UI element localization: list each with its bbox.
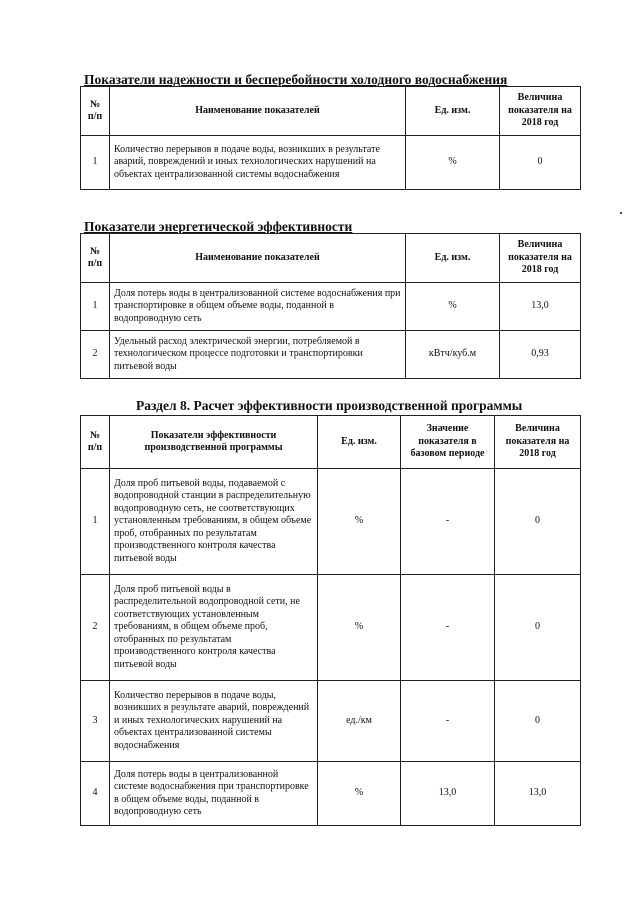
row-value: 0,93 [500, 331, 581, 379]
header-unit: Ед. изм. [406, 87, 500, 136]
header-name: Наименование показателей [110, 234, 406, 283]
row-unit: % [406, 136, 500, 190]
row-name: Доля проб питьевой воды, подаваемой с водопроводной станции в распределительную водопроводную сеть, не соответствующих установленным требованиям, в общем объеме проб, отобранных по результатам производственного контроля качества питьевой воды [110, 469, 318, 575]
row-num: 1 [81, 469, 110, 575]
row-num: 2 [81, 331, 110, 379]
section1-title: Показатели надежности и бесперебойности холодного водоснабжения [84, 72, 508, 87]
header-value: Величина показателя на 2018 год [500, 87, 581, 136]
table-row [81, 331, 581, 379]
row-base: 13,0 [401, 762, 495, 826]
row-name: Количество перерывов в подаче воды, возникших в результате аварий, повреждений и иных технологических нарушений на объектах централизованной системы водоснабжения [110, 136, 406, 190]
row-name: Доля потерь воды в централизованной системе водоснабжения при транспортировке в общем объеме воды, поданной в водопроводную сеть [110, 762, 318, 826]
row-name: Доля проб питьевой воды в распределительной водопроводной сети, не соответствующих установленным требованиям, в общем объеме проб, отобранных по результатам производственного контроля качества питьевой воды [110, 575, 318, 681]
header-unit: Ед. изм. [318, 416, 401, 469]
row-value: 0 [500, 136, 581, 190]
row-unit: % [318, 762, 401, 826]
table-row [81, 469, 581, 575]
row-num: 2 [81, 575, 110, 681]
row-num: 4 [81, 762, 110, 826]
row-unit: ед./км [318, 681, 401, 762]
header-value: Величина показателя на 2018 год [495, 416, 581, 469]
row-name: Доля потерь воды в централизованной системе водоснабжения при транспортировке в общем объеме воды, поданной в водопроводную сеть [110, 283, 406, 331]
table-row [81, 681, 581, 762]
row-value: 13,0 [500, 283, 581, 331]
reliability-table [80, 86, 581, 190]
section3-title: Раздел 8. Расчет эффективности производственной программы [136, 398, 523, 413]
header-num: № п/п [81, 416, 110, 469]
table-row [81, 283, 581, 331]
header-name: Показатели эффективности производственной программы [110, 416, 318, 469]
row-unit: % [318, 575, 401, 681]
scan-speck [620, 212, 622, 214]
row-num: 1 [81, 136, 110, 190]
row-name: Количество перерывов в подаче воды, возникших в результате аварий, повреждений и иных технологических нарушений на объектах централизованной системы водоснабжения [110, 681, 318, 762]
row-base: - [401, 575, 495, 681]
table-header-row [81, 416, 581, 469]
table-header-row [81, 234, 581, 283]
table-row [81, 575, 581, 681]
row-unit: % [318, 469, 401, 575]
table-header-row [81, 87, 581, 136]
table-row [81, 136, 581, 190]
efficiency-table [80, 415, 581, 826]
row-value: 0 [495, 681, 581, 762]
header-base: Значение показателя в базовом периоде [401, 416, 495, 469]
header-num: № п/п [81, 87, 110, 136]
row-base: - [401, 469, 495, 575]
header-unit: Ед. изм. [406, 234, 500, 283]
energy-table [80, 233, 581, 379]
row-value: 0 [495, 575, 581, 681]
header-value: Величина показателя на 2018 год [500, 234, 581, 283]
row-value: 0 [495, 469, 581, 575]
section2-title: Показатели энергетической эффективности [84, 219, 353, 234]
row-unit: % [406, 283, 500, 331]
header-num: № п/п [81, 234, 110, 283]
row-num: 1 [81, 283, 110, 331]
row-base: - [401, 681, 495, 762]
header-name: Наименование показателей [110, 87, 406, 136]
row-unit: кВтч/куб.м [406, 331, 500, 379]
row-num: 3 [81, 681, 110, 762]
row-value: 13,0 [495, 762, 581, 826]
row-name: Удельный расход электрической энергии, потребляемой в технологическом процессе подготовки и транспортировки питьевой воды [110, 331, 406, 379]
table-row [81, 762, 581, 826]
